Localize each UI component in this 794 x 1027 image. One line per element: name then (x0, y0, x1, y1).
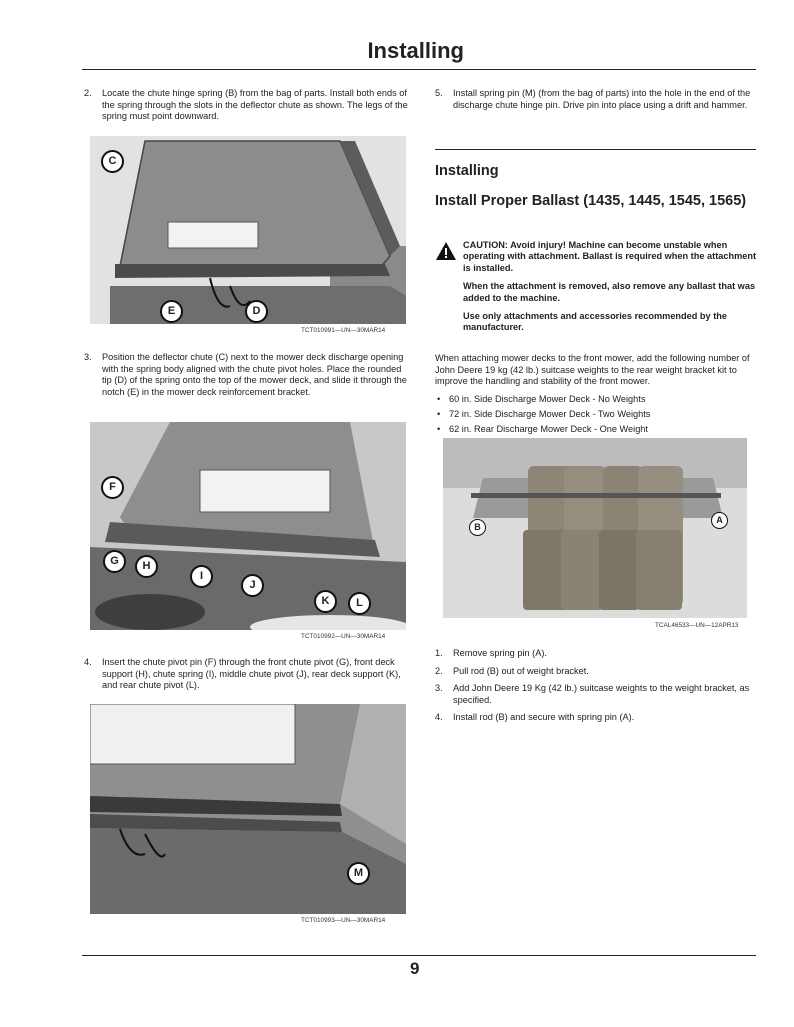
callout-a: A (711, 512, 728, 529)
caution-box (463, 240, 760, 341)
caution-text: CAUTION: Avoid injury! Machine can become unstable when operating with attachment. Ballast is required when the attachment is installed. (463, 240, 757, 273)
intro-paragraph: When attaching mower decks to the front mower, add the following number of John Deere 19 kg (42 lb.) suitcase weights to the rear weight bracket kit to improve the handling and stability of the front mower. (435, 353, 750, 387)
subsection-title: Install Proper Ballast (1435, 1445, 1545, 1565) (435, 193, 747, 209)
step-number: 1. (435, 648, 443, 658)
callout-i: I (190, 565, 213, 588)
figure-chute-spring (90, 136, 406, 324)
section-rule (435, 149, 756, 150)
step-text: Install rod (B) and secure with spring pin (A). (453, 712, 635, 723)
figure-caption: TCT010993—UN—30MAR14 (301, 917, 386, 924)
step-text: Add John Deere 19 Kg (42 lb.) suitcase weights to the weight bracket, as specified. (453, 683, 750, 705)
list-item: • 60 in. Side Discharge Mower Deck - No Weights (435, 392, 757, 407)
caution-text: Use only attachments and accessories recommended by the manufacturer. (463, 311, 727, 333)
list-item: • 62 in. Rear Discharge Mower Deck - One Weight (435, 422, 757, 437)
callout-m: M (347, 862, 370, 885)
step-number: 3. (84, 352, 92, 362)
callout-k: K (314, 590, 337, 613)
step-number: 5. (435, 88, 443, 98)
caution-text: When the attachment is removed, also remove any ballast that was added to the machine. (463, 281, 756, 303)
footer-rule (82, 955, 756, 956)
header-rule (82, 69, 756, 70)
step-2 (84, 88, 408, 123)
section-title: Installing (435, 163, 499, 179)
weights-list (435, 392, 757, 437)
callout-c: C (101, 150, 124, 173)
step-3 (84, 352, 408, 398)
caution-icon (435, 241, 457, 261)
callout-h: H (135, 555, 158, 578)
callout-f: F (101, 476, 124, 499)
step-text: Position the deflector chute (C) next to the mower deck discharge opening with the spring body aligned with the chute pivot holes. Place the rounded tip (D) of the spring onto the top of the mower deck, and slide it through the notch (E) in the mower deck reinforcement bracket. (102, 352, 407, 397)
figure-caption: TCT010991—UN—30MAR14 (301, 327, 386, 334)
step-number: 2. (84, 88, 92, 98)
page-number: 9 (410, 959, 420, 978)
figure-caption: TCT010992—UN—30MAR14 (301, 633, 386, 640)
step-4 (84, 657, 408, 692)
step-text: Locate the chute hinge spring (B) from the bag of parts. Install both ends of the spring through the slots in the deflector chute as shown. The legs of the spring must point downward. (102, 88, 408, 122)
figure-suitcase-weights (443, 438, 747, 618)
step-5 (435, 88, 760, 111)
step-number: 4. (435, 712, 443, 723)
step-text: Insert the chute pivot pin (F) through the front chute pivot (G), front deck support (H), chute spring (I), middle chute pivot (J), rear deck support (K), and rear chute pivot (L). (102, 657, 401, 691)
callout-j: J (241, 574, 264, 597)
callout-l: L (348, 592, 371, 615)
step-number: 3. (435, 683, 443, 694)
callout-b: B (469, 519, 486, 536)
step-number: 2. (435, 665, 443, 676)
callout-g: G (103, 550, 126, 573)
step-text: Install spring pin (M) (from the bag of parts) into the hole in the end of the discharge chute hinge pin. Drive pin into place using a drift and hammer. (453, 88, 751, 110)
page-title: Installing (367, 38, 464, 63)
list-item: • 72 in. Side Discharge Mower Deck - Two Weights (435, 407, 757, 422)
step-number: 4. (84, 657, 92, 667)
callout-d: D (245, 300, 268, 323)
ballast-steps (435, 648, 757, 730)
figure-caption: TCAL46533—UN—12APR13 (655, 622, 739, 629)
step-text: Remove spring pin (A). (453, 648, 547, 658)
step-text: Pull rod (B) out of weight bracket. (453, 665, 589, 676)
callout-e: E (160, 300, 183, 323)
